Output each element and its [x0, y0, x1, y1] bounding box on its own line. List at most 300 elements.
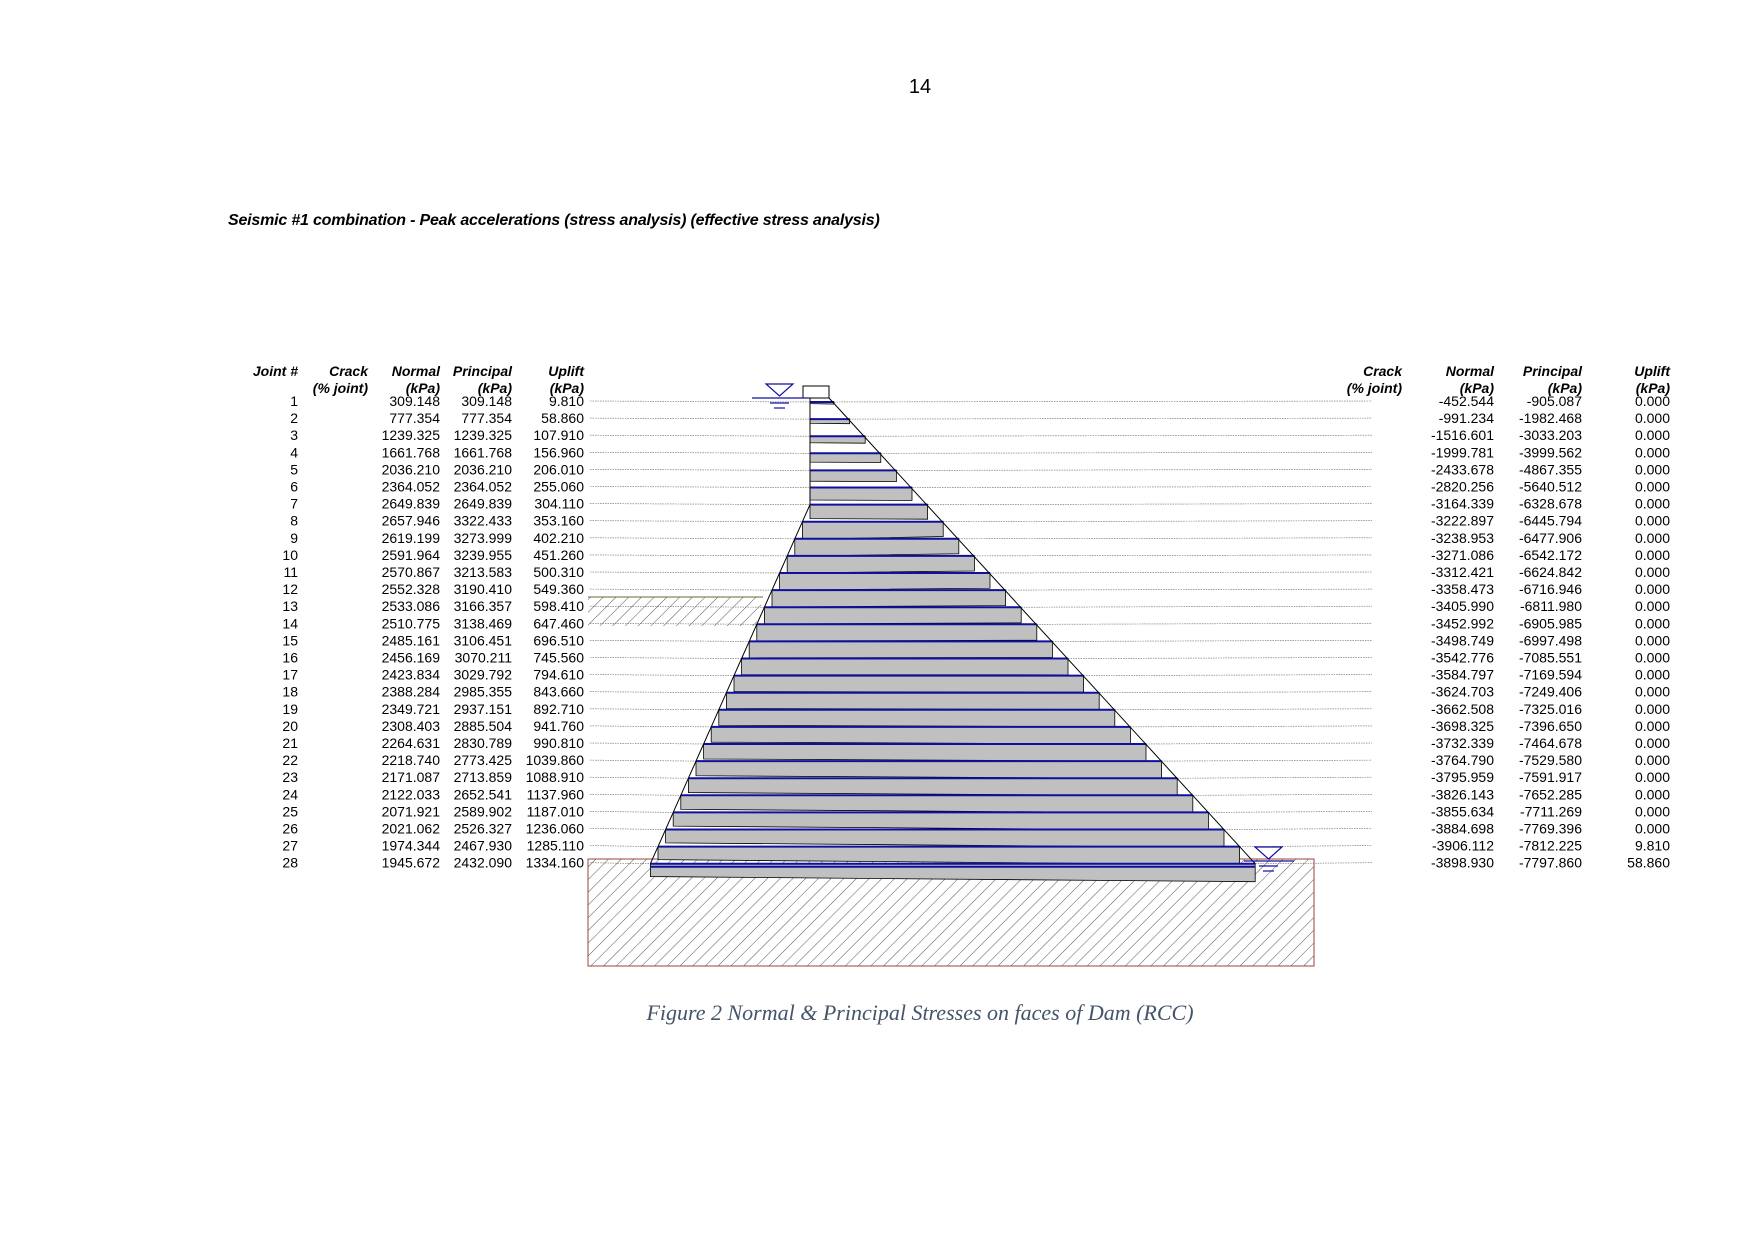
ds-normal-value: -3164.339 — [1430, 495, 1494, 512]
stress-block — [795, 539, 959, 556]
leader-line — [1146, 743, 1372, 744]
ds-principal-value: -7652.285 — [1518, 786, 1582, 803]
leader-line — [943, 521, 1372, 522]
stress-block — [810, 436, 865, 443]
header-ds-uplift-line1: Uplift — [1634, 363, 1670, 379]
stress-block — [757, 624, 1037, 641]
us-principal-value: 2526.327 — [453, 820, 512, 837]
ds-uplift-value: 0.000 — [1634, 529, 1670, 546]
us-uplift-value: 696.510 — [533, 632, 584, 649]
joint-number: 19 — [282, 700, 298, 717]
upstream-table-rows — [282, 393, 584, 871]
ds-normal-value: -3906.112 — [1431, 837, 1494, 854]
header-us-principal-line1: Principal — [452, 363, 512, 379]
leader-line — [1162, 760, 1372, 761]
us-principal-value: 2432.090 — [453, 854, 512, 871]
us-principal-value: 2652.541 — [453, 786, 512, 803]
us-normal-value: 2570.867 — [381, 564, 440, 580]
us-uplift-value: 1285.110 — [526, 837, 584, 854]
stress-block — [780, 573, 990, 590]
us-normal-value: 2485.161 — [381, 632, 440, 649]
leader-line — [590, 709, 719, 710]
us-principal-value: 3322.433 — [453, 512, 512, 529]
ds-principal-value: -7396.650 — [1518, 717, 1582, 734]
ds-uplift-value: 0.000 — [1634, 683, 1670, 700]
downstream-table-rows — [1431, 393, 1670, 871]
leader-line — [834, 401, 1372, 402]
leader-line — [881, 452, 1372, 453]
upstream-table-header — [253, 363, 585, 396]
ds-principal-value: -6445.794 — [1518, 512, 1582, 529]
us-uplift-value: 451.260 — [533, 546, 584, 563]
dam-crest — [803, 386, 829, 398]
us-uplift-value: 892.710 — [533, 700, 584, 717]
us-normal-value: 2218.740 — [381, 752, 440, 769]
us-normal-value: 1239.325 — [381, 427, 440, 444]
us-normal-value: 2021.062 — [381, 820, 440, 837]
ds-principal-value: -7169.594 — [1518, 666, 1582, 683]
ds-principal-value: -6811.980 — [1519, 598, 1582, 615]
leader-line — [590, 555, 787, 556]
page-number: 14 — [908, 76, 932, 98]
joint-number: 8 — [290, 512, 298, 529]
ds-normal-value: -991.234 — [1438, 410, 1494, 427]
us-uplift-value: 9.810 — [548, 393, 584, 409]
us-uplift-value: 1236.060 — [525, 820, 584, 837]
us-principal-value: 2985.355 — [453, 683, 512, 700]
leader-line — [1115, 709, 1372, 710]
ds-normal-value: -3884.698 — [1430, 820, 1494, 837]
ds-uplift-value: 0.000 — [1634, 752, 1670, 769]
ds-normal-value: -3222.897 — [1430, 512, 1494, 529]
leader-line — [590, 469, 810, 470]
leader-line — [990, 572, 1372, 573]
ds-uplift-value: 0.000 — [1634, 769, 1670, 786]
header-us-normal-line2: (kPa) — [405, 380, 440, 396]
downstream-table-header — [1347, 363, 1672, 396]
stress-block — [810, 505, 928, 520]
header-us-uplift-line2: (kPa) — [549, 380, 584, 396]
ds-normal-value: -3238.953 — [1430, 529, 1494, 546]
joint-number: 2 — [290, 410, 298, 427]
ds-normal-value: -3732.339 — [1430, 735, 1494, 751]
us-uplift-value: 745.560 — [533, 649, 584, 666]
us-normal-value: 1661.768 — [381, 444, 440, 461]
stress-block — [673, 812, 1208, 830]
us-principal-value: 777.354 — [461, 410, 512, 427]
ds-normal-value: -3662.508 — [1430, 700, 1494, 717]
leader-line — [912, 487, 1372, 488]
ds-uplift-value: 0.000 — [1634, 410, 1670, 427]
us-uplift-value: 598.410 — [533, 598, 584, 615]
us-uplift-value: 206.010 — [533, 461, 584, 478]
leader-line — [850, 418, 1372, 419]
stress-block — [787, 556, 974, 573]
ds-normal-value: -3452.992 — [1430, 615, 1494, 632]
joint-number: 23 — [282, 769, 298, 786]
header-ds-normal-line1: Normal — [1445, 363, 1494, 379]
joint-number: 24 — [282, 786, 298, 803]
ds-uplift-value: 58.860 — [1627, 854, 1670, 871]
us-principal-value: 3190.410 — [453, 581, 512, 598]
header-us-crack-line2: (% joint) — [312, 380, 368, 396]
leader-line — [590, 675, 734, 676]
header-ds-crack-line1: Crack — [1363, 363, 1402, 379]
leader-line — [1037, 623, 1372, 624]
joint-number: 11 — [283, 564, 298, 580]
ds-uplift-value: 0.000 — [1634, 735, 1670, 751]
ds-principal-value: -6477.906 — [1518, 529, 1582, 546]
ds-normal-value: -3312.421 — [1430, 564, 1494, 580]
leader-line — [590, 760, 696, 761]
us-normal-value: 2552.328 — [381, 581, 440, 598]
leader-line — [590, 521, 802, 522]
leader-line — [1130, 726, 1372, 727]
ds-principal-value: -7249.406 — [1518, 683, 1582, 700]
us-uplift-value: 1039.860 — [525, 752, 584, 769]
us-uplift-value: 941.760 — [533, 717, 584, 734]
us-uplift-value: 1137.960 — [526, 786, 584, 803]
leader-line — [590, 829, 666, 830]
us-normal-value: 2649.839 — [381, 495, 440, 512]
us-uplift-value: 58.860 — [541, 410, 584, 427]
us-normal-value: 2122.033 — [381, 786, 440, 803]
ds-uplift-value: 0.000 — [1634, 461, 1670, 478]
stress-block — [711, 727, 1130, 744]
reservoir-level-symbol — [752, 384, 808, 408]
ds-principal-value: -6716.946 — [1518, 581, 1582, 598]
us-normal-value: 2171.087 — [381, 769, 440, 786]
us-normal-value: 2364.052 — [381, 478, 440, 495]
leader-line — [590, 487, 810, 488]
ds-principal-value: -7769.396 — [1518, 820, 1582, 837]
ds-normal-value: -3584.797 — [1430, 666, 1494, 683]
header-ds-uplift-line2: (kPa) — [1635, 380, 1670, 396]
ds-principal-value: -3033.203 — [1518, 427, 1582, 444]
leader-line — [1052, 640, 1372, 641]
leader-line — [959, 538, 1372, 539]
ds-uplift-value: 0.000 — [1634, 393, 1670, 409]
us-principal-value: 2937.151 — [453, 700, 512, 717]
leader-line — [590, 658, 742, 659]
leader-line — [590, 743, 704, 744]
us-principal-value: 2589.902 — [453, 803, 512, 820]
us-principal-value: 309.148 — [461, 393, 512, 409]
joint-number: 10 — [282, 546, 298, 563]
ds-uplift-value: 0.000 — [1634, 581, 1670, 598]
leader-line — [1099, 692, 1372, 693]
ds-principal-value: -7812.225 — [1518, 837, 1582, 854]
joint-number: 26 — [282, 820, 298, 837]
header-joint: Joint # — [252, 363, 298, 379]
ds-uplift-value: 0.000 — [1634, 717, 1670, 734]
us-principal-value: 1661.768 — [453, 444, 512, 461]
ds-normal-value: -3624.703 — [1430, 683, 1494, 700]
us-normal-value: 2349.721 — [381, 700, 440, 717]
ds-uplift-value: 0.000 — [1634, 546, 1670, 563]
us-principal-value: 3070.211 — [454, 649, 512, 666]
us-principal-value: 1239.325 — [453, 427, 512, 444]
us-normal-value: 2423.834 — [381, 666, 440, 683]
leader-line — [590, 572, 780, 573]
us-uplift-value: 500.310 — [533, 564, 584, 580]
ds-principal-value: -7325.016 — [1518, 700, 1582, 717]
us-normal-value: 1974.344 — [381, 837, 440, 854]
us-normal-value: 2456.169 — [381, 649, 440, 666]
stress-block — [764, 607, 1021, 624]
ds-principal-value: -6328.678 — [1518, 495, 1582, 512]
leader-line — [1068, 658, 1372, 659]
us-uplift-value: 843.660 — [533, 683, 584, 700]
leader-line — [590, 640, 749, 641]
joint-number: 27 — [282, 837, 298, 854]
us-normal-value: 2533.086 — [381, 598, 440, 615]
ds-uplift-value: 0.000 — [1634, 444, 1670, 461]
ds-uplift-value: 0.000 — [1634, 427, 1670, 444]
stress-block — [749, 641, 1052, 657]
header-ds-crack-line2: (% joint) — [1346, 380, 1402, 396]
leader-line — [1177, 777, 1372, 778]
joint-number: 1 — [290, 393, 298, 409]
us-normal-value: 1945.672 — [381, 854, 440, 871]
leader-line — [928, 504, 1372, 505]
us-uplift-value: 990.810 — [533, 735, 584, 751]
us-normal-value: 2657.946 — [381, 512, 440, 529]
us-uplift-value: 402.210 — [533, 529, 584, 546]
ds-principal-value: -7591.917 — [1518, 769, 1582, 786]
upstream-fill-soil — [588, 597, 763, 626]
us-uplift-value: 549.360 — [533, 581, 584, 598]
ds-normal-value: -3795.959 — [1430, 769, 1494, 786]
joint-number: 12 — [282, 581, 298, 598]
header-ds-normal-line2: (kPa) — [1459, 380, 1494, 396]
dam-stress-diagram — [0, 360, 1755, 980]
joint-number: 7 — [290, 495, 298, 512]
us-principal-value: 2467.930 — [453, 837, 512, 854]
ds-principal-value: -5640.512 — [1518, 478, 1582, 495]
joint-number: 14 — [282, 615, 298, 632]
stress-block — [719, 710, 1115, 727]
ds-normal-value: -3698.325 — [1430, 717, 1494, 734]
header-us-normal-line1: Normal — [391, 363, 440, 379]
joint-number: 21 — [282, 735, 298, 751]
stress-block — [810, 488, 912, 501]
us-normal-value: 777.354 — [389, 410, 440, 427]
ds-normal-value: -3405.990 — [1430, 598, 1494, 615]
us-normal-value: 2036.210 — [381, 461, 440, 478]
us-uplift-value: 107.910 — [533, 427, 584, 444]
us-principal-value: 2773.425 — [453, 752, 512, 769]
us-principal-value: 3273.999 — [453, 529, 512, 546]
stress-block — [734, 676, 1084, 693]
ds-principal-value: -905.087 — [1526, 393, 1582, 409]
ds-normal-value: -3898.930 — [1430, 854, 1494, 871]
ds-uplift-value: 0.000 — [1634, 564, 1670, 580]
leader-line — [590, 692, 726, 693]
us-principal-value: 2713.859 — [453, 769, 512, 786]
ds-uplift-value: 0.000 — [1634, 598, 1670, 615]
leader-line — [896, 469, 1372, 470]
us-uplift-value: 794.610 — [533, 666, 584, 683]
ds-uplift-value: 0.000 — [1634, 820, 1670, 837]
leader-line — [1084, 675, 1372, 676]
joint-number: 9 — [290, 529, 298, 546]
stress-distribution — [650, 402, 1255, 882]
us-normal-value: 2308.403 — [381, 717, 440, 734]
ds-normal-value: -2820.256 — [1430, 478, 1494, 495]
joint-number: 22 — [282, 752, 298, 769]
header-us-crack-line1: Crack — [329, 363, 368, 379]
us-principal-value: 2830.789 — [453, 735, 512, 751]
ds-principal-value: -7529.580 — [1518, 752, 1582, 769]
ds-principal-value: -7085.551 — [1518, 649, 1582, 666]
us-uplift-value: 255.060 — [533, 478, 584, 495]
us-normal-value: 2071.921 — [381, 803, 440, 820]
leader-line — [1006, 589, 1372, 590]
ds-principal-value: -7797.860 — [1518, 854, 1582, 871]
stress-block — [726, 693, 1099, 710]
us-principal-value: 2885.504 — [453, 717, 512, 734]
figure-heading: Seismic #1 combination - Peak accelerations (stress analysis) (effective stress analysis) — [228, 212, 880, 229]
ds-principal-value: -7711.269 — [1519, 803, 1582, 820]
ds-uplift-value: 9.810 — [1634, 837, 1670, 854]
stress-block — [772, 590, 1006, 607]
ds-normal-value: -3855.634 — [1430, 803, 1494, 820]
us-principal-value: 3166.357 — [453, 598, 512, 615]
ds-uplift-value: 0.000 — [1634, 803, 1670, 820]
joint-number: 15 — [282, 632, 298, 649]
us-uplift-value: 1187.010 — [526, 803, 584, 820]
us-principal-value: 3138.469 — [453, 615, 512, 632]
ds-principal-value: -6542.172 — [1518, 546, 1582, 563]
ds-normal-value: -3271.086 — [1430, 546, 1494, 563]
ds-uplift-value: 0.000 — [1634, 632, 1670, 649]
stress-block — [696, 761, 1162, 778]
joint-number: 20 — [282, 717, 298, 734]
leader-line — [590, 811, 673, 812]
stress-block — [666, 830, 1224, 848]
leader-line — [590, 418, 810, 419]
leader-line — [1193, 794, 1372, 795]
joint-number: 18 — [282, 683, 298, 700]
joint-number: 5 — [290, 461, 298, 478]
stress-block — [742, 659, 1068, 675]
leader-line — [865, 435, 1372, 436]
ds-principal-value: -7464.678 — [1518, 735, 1582, 751]
ds-uplift-value: 0.000 — [1634, 478, 1670, 495]
us-principal-value: 3106.451 — [453, 632, 512, 649]
ds-normal-value: -452.544 — [1438, 393, 1494, 409]
joint-number: 3 — [290, 427, 298, 444]
us-normal-value: 2619.199 — [381, 529, 440, 546]
leader-line — [1224, 829, 1372, 830]
joint-number: 13 — [282, 598, 298, 615]
leader-line — [590, 538, 795, 539]
joint-number: 16 — [282, 649, 298, 666]
ds-uplift-value: 0.000 — [1634, 786, 1670, 803]
us-principal-value: 2649.839 — [453, 495, 512, 512]
stress-block — [810, 470, 896, 481]
ds-normal-value: -3498.749 — [1430, 632, 1494, 649]
header-us-uplift-line1: Uplift — [548, 363, 584, 379]
ds-normal-value: -3826.143 — [1430, 786, 1494, 803]
leader-line — [590, 794, 681, 795]
us-uplift-value: 353.160 — [533, 512, 584, 529]
us-normal-value: 2510.775 — [381, 615, 440, 632]
us-uplift-value: 1088.910 — [525, 769, 584, 786]
leader-line — [590, 452, 810, 453]
us-principal-value: 3029.792 — [453, 666, 512, 683]
us-normal-value: 309.148 — [389, 393, 440, 409]
leader-line — [1021, 606, 1372, 607]
ds-principal-value: -4867.355 — [1518, 461, 1582, 478]
leader-line — [590, 504, 810, 505]
us-uplift-value: 304.110 — [534, 495, 584, 512]
ds-principal-value: -6905.985 — [1518, 615, 1582, 632]
ds-normal-value: -1516.601 — [1430, 427, 1494, 444]
joint-number: 25 — [282, 803, 298, 820]
header-ds-principal-line1: Principal — [1522, 363, 1582, 379]
stress-block — [681, 795, 1193, 813]
leader-line — [974, 555, 1372, 556]
joint-number: 4 — [290, 444, 298, 461]
ds-principal-value: -3999.562 — [1518, 444, 1582, 461]
header-us-principal-line2: (kPa) — [477, 380, 512, 396]
joint-number: 28 — [282, 854, 298, 871]
us-normal-value: 2264.631 — [381, 735, 440, 751]
header-ds-principal-line2: (kPa) — [1547, 380, 1582, 396]
leader-line — [590, 435, 810, 436]
ds-uplift-value: 0.000 — [1634, 512, 1670, 529]
us-principal-value: 3213.583 — [453, 564, 512, 580]
ds-principal-value: -1982.468 — [1518, 410, 1582, 427]
figure-caption: Figure 2 Normal & Principal Stresses on faces of Dam (RCC) — [646, 1000, 1194, 1025]
ds-normal-value: -3542.776 — [1430, 649, 1494, 666]
us-principal-value: 2364.052 — [453, 478, 512, 495]
ds-principal-value: -6997.498 — [1518, 632, 1582, 649]
us-normal-value: 2388.284 — [381, 683, 440, 700]
ds-normal-value: -2433.678 — [1430, 461, 1494, 478]
us-principal-value: 3239.955 — [453, 546, 512, 563]
ds-uplift-value: 0.000 — [1634, 666, 1670, 683]
leader-line — [590, 726, 711, 727]
leader-line — [590, 401, 810, 402]
ds-uplift-value: 0.000 — [1634, 700, 1670, 717]
stress-block — [810, 453, 881, 462]
ds-uplift-value: 0.000 — [1634, 649, 1670, 666]
us-normal-value: 2591.964 — [381, 546, 440, 563]
leader-line — [590, 589, 772, 590]
ds-uplift-value: 0.000 — [1634, 615, 1670, 632]
ds-normal-value: -1999.781 — [1430, 444, 1494, 461]
ds-normal-value: -3358.473 — [1430, 581, 1494, 598]
us-uplift-value: 1334.160 — [525, 854, 584, 871]
leader-line — [1208, 811, 1372, 812]
leader-line — [590, 846, 658, 847]
stress-block — [704, 744, 1146, 761]
us-uplift-value: 647.460 — [533, 615, 584, 632]
us-principal-value: 2036.210 — [453, 461, 512, 478]
ds-principal-value: -6624.842 — [1518, 564, 1582, 580]
stress-block — [688, 778, 1177, 796]
leader-line — [590, 777, 688, 778]
stress-block — [802, 522, 943, 540]
joint-number: 6 — [290, 478, 298, 495]
joint-number: 17 — [282, 666, 298, 683]
ds-normal-value: -3764.790 — [1430, 752, 1494, 769]
us-uplift-value: 156.960 — [533, 444, 584, 461]
ds-uplift-value: 0.000 — [1634, 495, 1670, 512]
